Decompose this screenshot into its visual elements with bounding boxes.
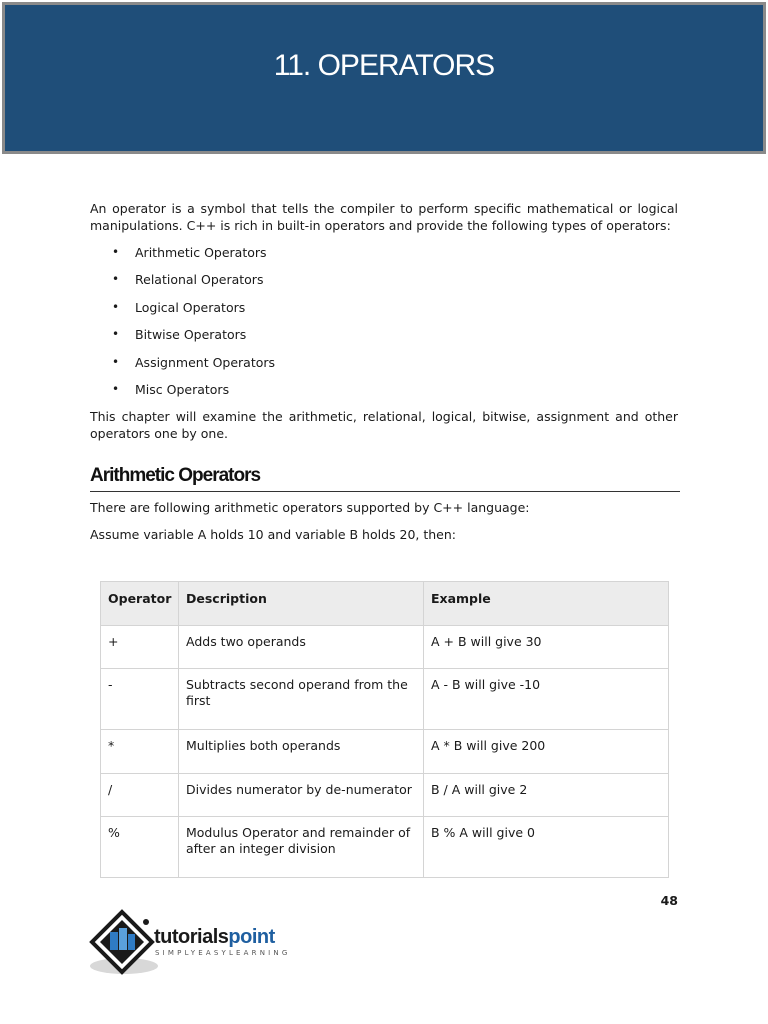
arithmetic-intro-paragraph: There are following arithmetic operators supported by C++ language:: [90, 500, 530, 515]
operator-cell: %: [101, 817, 179, 878]
column-header-description: Description: [179, 582, 424, 626]
intro-paragraph: An operator is a symbol that tells the compiler to perform specific mathematical or logical manipulations. C++ is rich in built-in operators and provide the following types of operators:: [90, 201, 678, 233]
list-item: [90, 381, 678, 408]
table-row: [101, 817, 669, 878]
logo-wordmark: tutorialspoint: [154, 926, 275, 948]
bullet-icon: •: [112, 272, 120, 287]
table-row: [101, 669, 669, 730]
bullet-icon: •: [112, 299, 120, 314]
description-cell: Modulus Operator and remainder of after an integer division: [179, 817, 424, 878]
table-row: [101, 626, 669, 669]
operator-types-list: [90, 244, 678, 408]
bullet-icon: •: [112, 327, 120, 342]
tutorialspoint-logo: [88, 908, 328, 980]
chapter-note-paragraph: This chapter will examine the arithmetic, relational, logical, bitwise, assignment and other operators one by one.: [90, 409, 678, 441]
example-cell: A * B will give 200: [424, 730, 669, 774]
list-item-label: Misc Operators: [135, 381, 230, 397]
list-item: [90, 244, 678, 271]
page-number: 48: [660, 893, 678, 908]
chapter-banner: [2, 2, 766, 154]
bullet-icon: •: [112, 381, 120, 396]
list-item: [90, 299, 678, 326]
logo-tagline: SIMPLYEASYLEARNING: [155, 949, 291, 957]
chapter-title: 11. OPERATORS: [273, 49, 495, 82]
example-cell: B / A will give 2: [424, 774, 669, 817]
description-cell: Divides numerator by de-numerator: [179, 774, 424, 817]
operator-cell: +: [101, 626, 179, 669]
section-heading-arithmetic: Arithmetic Operators: [90, 465, 680, 492]
list-item-label: Logical Operators: [135, 299, 246, 315]
list-item-label: Relational Operators: [135, 272, 264, 288]
list-item-label: Bitwise Operators: [135, 327, 247, 343]
column-header-operator: Operator: [101, 582, 179, 626]
bullet-icon: •: [112, 354, 120, 369]
list-item: [90, 354, 678, 381]
list-item-label: Assignment Operators: [135, 354, 276, 370]
example-cell: A - B will give -10: [424, 669, 669, 730]
description-cell: Subtracts second operand from the first: [179, 669, 424, 730]
description-cell: Multiplies both operands: [179, 730, 424, 774]
operator-cell: /: [101, 774, 179, 817]
tutorialspoint-logo-icon: [88, 908, 158, 980]
example-cell: B % A will give 0: [424, 817, 669, 878]
table-row: [101, 730, 669, 774]
list-item-label: Arithmetic Operators: [135, 245, 267, 260]
list-item: [90, 326, 678, 353]
arithmetic-assumption-paragraph: Assume variable A holds 10 and variable B holds 20, then:: [90, 527, 457, 542]
table-row: [101, 774, 669, 817]
operator-cell: -: [101, 669, 179, 730]
bullet-icon: •: [112, 245, 120, 259]
description-cell: Adds two operands: [179, 626, 424, 669]
example-cell: A + B will give 30: [424, 626, 669, 669]
column-header-example: Example: [424, 582, 669, 626]
table-header-row: [101, 582, 669, 626]
list-item: [90, 271, 678, 298]
arithmetic-operators-table: [100, 581, 669, 878]
operator-cell: *: [101, 730, 179, 774]
